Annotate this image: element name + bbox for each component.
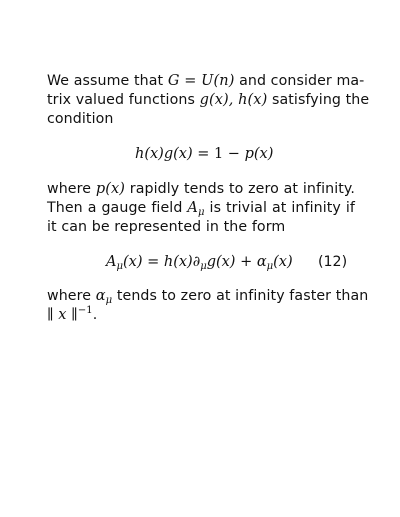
text-span: trix valued functions (47, 92, 195, 108)
text-span: We assume that (47, 73, 164, 89)
math-x: x (58, 307, 67, 323)
paragraph3-line1 (47, 287, 369, 306)
paragraph1-line3 (47, 110, 355, 128)
paragraph1-line2 (47, 91, 370, 109)
text-span: and consider ma- (239, 73, 365, 89)
equation-2: $A_\mu(x) = h(x)\partial_\mu g(x) + \alpha_\mu(x)$ (106, 254, 293, 272)
paragraph1-line1 (47, 72, 365, 90)
norm-open: ∥ (47, 307, 59, 323)
text-span: where (47, 288, 92, 304)
paragraph2-line3 (47, 218, 355, 236)
text-span: satisfying the (271, 92, 370, 108)
text-span: condition (47, 111, 114, 127)
text-span: tends to zero at infinity faster than (116, 288, 369, 304)
text-span: is trivial at infinity if (209, 200, 355, 216)
math-alpha-mu: $\alpha_\mu$ (95, 288, 113, 306)
text-span: Then a gauge field (47, 200, 183, 216)
math-hx: h(x) (238, 92, 268, 108)
math-gx: g(x), (199, 92, 234, 108)
norm-close: ∥ (66, 307, 78, 323)
paragraph2-line1 (47, 180, 355, 198)
paragraph2-line2 (47, 199, 355, 217)
period: . (92, 307, 98, 323)
math-G: G = U(n) (167, 73, 235, 89)
text-span: rapidly tends to zero at infinity. (129, 181, 355, 197)
text-span: where (47, 181, 92, 197)
text-span: it can be represented in the form (47, 219, 286, 235)
math-A-mu: $A_\mu$ (187, 200, 205, 218)
paragraph3-line2 (47, 306, 355, 324)
math-px: p(x) (95, 181, 126, 197)
exponent: −1 (77, 305, 93, 316)
equation-1: h(x)g(x) = 1 − p(x) (135, 146, 274, 162)
equation-number: (12) (318, 254, 348, 270)
